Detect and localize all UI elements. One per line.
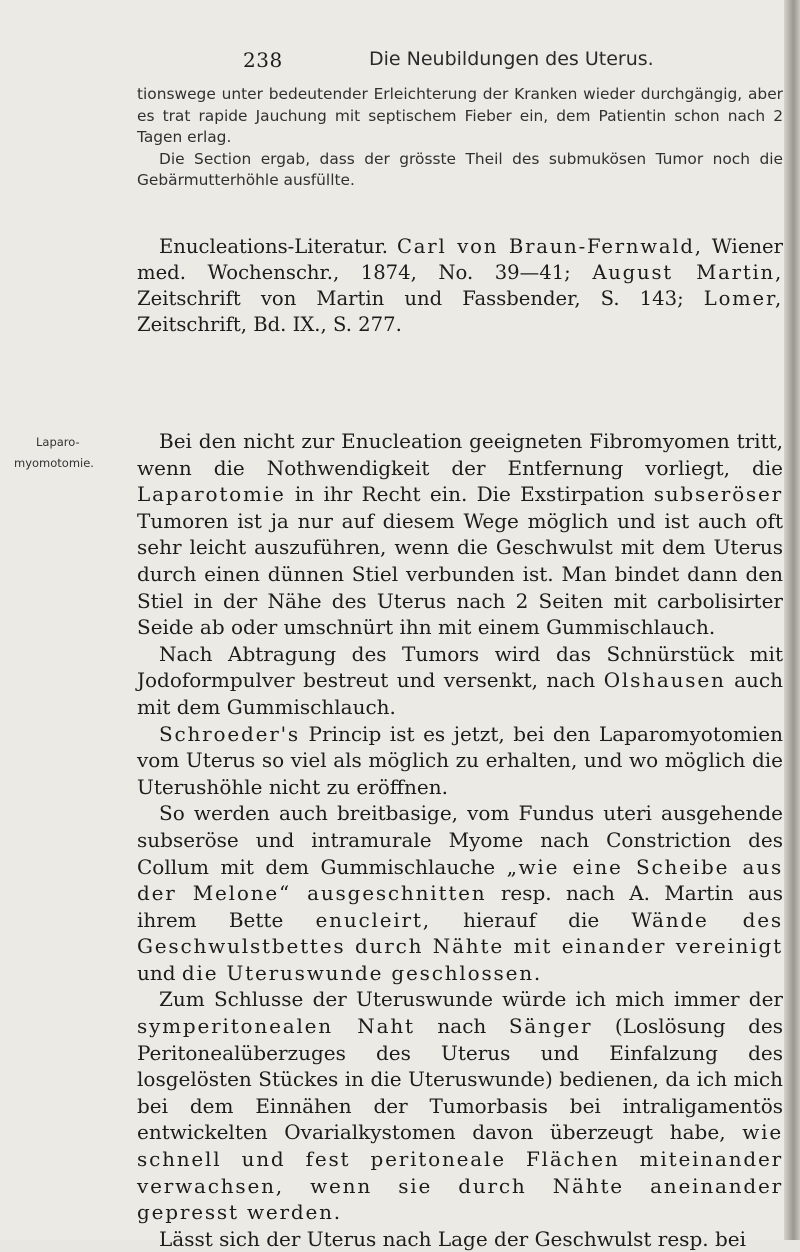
literature-reference: Zeitschrift, Bd. IX., S. 277. bbox=[137, 313, 402, 336]
page-number: 238 bbox=[243, 48, 283, 72]
literature-author: August Martin, bbox=[592, 261, 784, 284]
text-run: aus ihrem Bette bbox=[137, 881, 784, 932]
literature-heading: Enucleations-Literatur. bbox=[159, 235, 389, 258]
text-run: Tumoren ist ja nur auf diesem Wege möglich und ist auch oft sehr leicht auszuführen, wenn die Geschwulst mit dem Uterus durch einen dünnen Stiel verbunden ist. Man bindet dann den Stiel in der Nähe des Uterus nach 2 Seiten mit carbolisirter Seide ab oder umschnürt ihn mit einem Gummischlauch. bbox=[137, 508, 783, 640]
text-run: hierauf die bbox=[430, 907, 632, 932]
text-run: A. Martin bbox=[629, 881, 734, 906]
spaced-term: Sänger bbox=[508, 1014, 593, 1039]
spaced-term: enucleirt, bbox=[315, 907, 431, 932]
literature-section bbox=[137, 234, 783, 338]
spaced-term: Olshausen bbox=[603, 668, 726, 693]
body-paragraph-5 bbox=[137, 986, 783, 1225]
text-run: (Loslösung des Peritonealüberzuges des Uterus und Einfalzung des losgelösten Stückes in die Uteruswunde) bedienen, da ich mich bei dem Einnähen der Tumorbasis bei intraligamentös entwickelten Ovarialkystomen davon überzeugt habe, bbox=[137, 1014, 783, 1145]
literature-reference: Zeitschrift von Martin und Fassbender, S. 143; bbox=[137, 287, 704, 310]
margin-note bbox=[14, 432, 124, 474]
small-print-section bbox=[137, 84, 783, 192]
text-run: resp. nach bbox=[486, 881, 630, 906]
text-run: Bei den nicht zur Enucleation geeigneten Fibromyomen tritt, wenn die Nothwendigkeit der Entfernung vorliegt, die bbox=[137, 429, 783, 480]
small-paragraph-1: tionswege unter bedeutender Erleichterung der Kranken wieder durchgängig, aber es trat rapide Jauchung mit septischem Fieber ein, dem Patientin schon nach 2 Tagen erlag. bbox=[137, 85, 783, 146]
text-run: und bbox=[137, 960, 182, 985]
body-paragraph-3 bbox=[137, 721, 783, 801]
body-paragraph-1 bbox=[137, 428, 783, 641]
body-paragraph-2 bbox=[137, 641, 783, 721]
page-header bbox=[243, 48, 783, 74]
running-title: Die Neubildungen des Uterus. bbox=[369, 48, 654, 70]
spaced-term: symperitonealen Naht bbox=[137, 1014, 415, 1039]
small-paragraph-2: Die Section ergab, dass der grösste Theil des submukösen Tumor noch die Gebärmutterhöhle ausfüllte. bbox=[137, 149, 783, 189]
text-run: Zum Schlusse der Uteruswunde würde ich mich immer der bbox=[159, 987, 783, 1012]
text-run: auch mit dem Gummischlauch. bbox=[137, 668, 783, 719]
literature-paragraph bbox=[137, 234, 783, 338]
text-run: in ihr Recht ein. Die Exstirpation bbox=[285, 482, 654, 507]
spaced-term: wie schnell und fest peritoneale Flächen miteinander verwachsen, wenn sie durch Nähte aneinander gepresst werden. bbox=[137, 1120, 783, 1225]
text-run: Nach Abtragung des Tumors wird das Schnürstück mit Jodoformpulver bestreut und versenkt, nach bbox=[137, 641, 783, 693]
margin-note-line: myomotomie. bbox=[14, 456, 94, 470]
text-run: Princip ist es jetzt, bei den Laparomyotomien vom Uterus so viel als möglich zu erhalten, und wo möglich die Uterushöhle nicht zu eröffnen. bbox=[137, 721, 783, 799]
spaced-term: Laparotomie bbox=[137, 482, 286, 507]
text-run: So werden auch breitbasige, vom Fundus uteri ausgehende subseröse und intramurale Myome nach Constriction des Collum mit dem Gummischlauche bbox=[137, 801, 783, 879]
text-run: nach bbox=[414, 1014, 509, 1039]
page-edge-shadow bbox=[784, 0, 800, 1240]
body-paragraph-4 bbox=[137, 800, 783, 986]
literature-reference: Wiener med. Wochenschr., 1874, No. 39—41; bbox=[137, 235, 784, 284]
spaced-term: Schroeder's bbox=[159, 721, 300, 746]
literature-author: Lomer, bbox=[703, 287, 783, 310]
body-text bbox=[137, 428, 783, 1252]
body-paragraph-6: Lässt sich der Uterus nach Lage der Geschwulst resp. bei bbox=[159, 1226, 747, 1251]
margin-note-line: Laparo- bbox=[36, 435, 80, 449]
literature-author: Carl von Braun-Fernwald, bbox=[397, 235, 703, 258]
spaced-term: die Uteruswunde geschlossen. bbox=[181, 960, 543, 985]
spaced-term: subseröser bbox=[653, 482, 783, 507]
spaced-term: Wände des Geschwulstbettes durch Nähte mit einander vereinigt bbox=[137, 907, 783, 959]
spaced-term: „wie eine Scheibe aus der Melone“ ausgeschnitten bbox=[137, 854, 784, 906]
